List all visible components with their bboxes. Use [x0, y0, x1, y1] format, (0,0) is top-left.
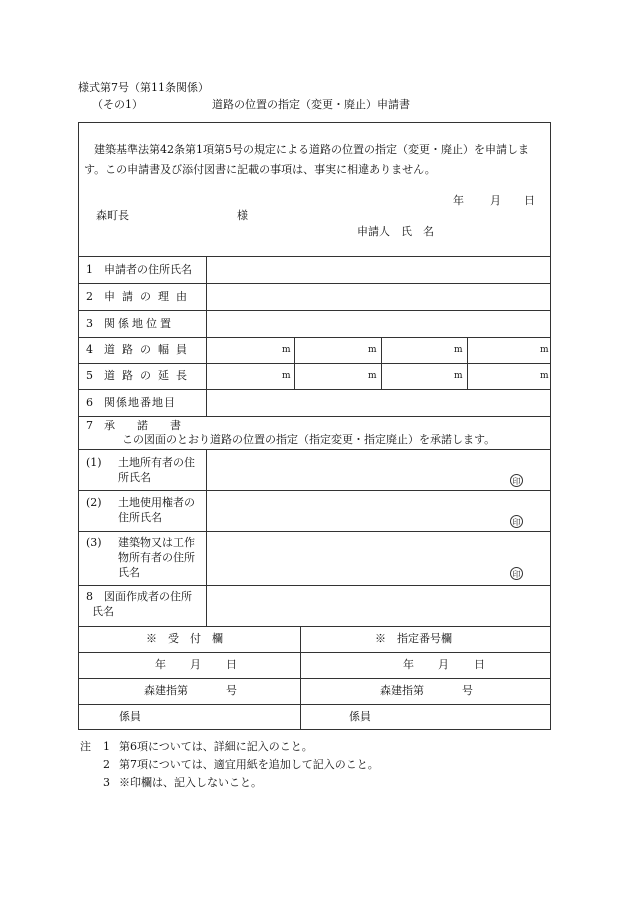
row-2-number: 2 [86, 290, 93, 303]
row-6-number: 6 [86, 396, 93, 409]
length-unit-2: m [368, 371, 377, 381]
consent-title: 承 諾 書 [104, 419, 181, 432]
addressee: 森町長 [96, 209, 129, 222]
reception-ref-suffix: 号 [226, 684, 237, 697]
consent-item-3-label-line2: 物所有者の住所 [118, 551, 195, 564]
note-3-number: 3 [103, 776, 110, 789]
consent-item-1-label-line2: 所氏名 [118, 471, 151, 484]
consent-item-1-number: (1) [86, 456, 102, 469]
reception-staff-label: 係員 [119, 710, 141, 723]
length-unit-1: m [282, 371, 291, 381]
form-number: 様式第7号（第11条関係） [78, 81, 209, 94]
note-2-number: 2 [103, 758, 110, 771]
designation-staff-label: 係員 [349, 710, 371, 723]
document-title: 道路の位置の指定（変更・廃止）申請書 [212, 98, 410, 111]
date-year-label: 年 [453, 194, 464, 207]
width-unit-1: m [282, 345, 291, 355]
addressee-honorific: 様 [237, 209, 248, 222]
consent-item-2-number: (2) [86, 496, 102, 509]
consent-item-2-label-line2: 住所氏名 [118, 511, 162, 524]
designation-month: 月 [438, 658, 449, 671]
note-1: 第6項については、詳細に記入のこと。 [119, 740, 313, 753]
related-location-label: 関係地位置 [104, 317, 174, 330]
intro-line-1: 建築基準法第42条第1項第5号の規定による道路の位置の指定（変更・廃止）を申請しま [94, 143, 529, 156]
intro-line-2: す。この申請書及び添付図書に記載の事項は、事実に相違ありません。 [84, 163, 436, 176]
seal-mark-3: 印 [510, 567, 523, 580]
width-unit-4: m [540, 345, 549, 355]
related-lot-label: 関係地番地目 [104, 396, 176, 409]
drawing-creator-label-line1: 8 図面作成者の住所 [86, 590, 192, 603]
designation-ref-prefix: 森建指第 [380, 684, 424, 697]
width-unit-3: m [454, 345, 463, 355]
consent-text: この図面のとおり道路の位置の指定（指定変更・指定廃止）を承諾します。 [122, 433, 496, 446]
consent-item-3-label-line3: 氏名 [118, 566, 140, 579]
designation-ref-suffix: 号 [462, 684, 473, 697]
consent-item-3-label-line1: 建築物又は工作 [118, 536, 195, 549]
road-width-label: 道路の幅員 [104, 343, 194, 356]
width-unit-2: m [368, 345, 377, 355]
length-unit-3: m [454, 371, 463, 381]
drawing-creator-label-line2: 氏名 [92, 605, 114, 618]
seal-mark-2: 印 [510, 515, 523, 528]
form-sub-number: （その1） [92, 98, 143, 111]
row-3-number: 3 [86, 317, 93, 330]
row-4-number: 4 [86, 343, 93, 356]
consent-item-1-label-line1: 土地所有者の住 [118, 456, 195, 469]
consent-item-3-number: (3) [86, 536, 102, 549]
applicant-address-label: 1 申請者の住所氏名 [86, 263, 192, 276]
date-day-label: 日 [524, 194, 535, 207]
row-5-number: 5 [86, 369, 93, 382]
notes-label: 注 [80, 740, 91, 753]
reception-day: 日 [226, 658, 237, 671]
note-3: ※印欄は、記入しないこと。 [119, 776, 262, 789]
consent-item-2-label-line1: 土地使用権者の [118, 496, 195, 509]
date-month-label: 月 [490, 194, 501, 207]
designation-number-column-header: ※ 指定番号欄 [375, 632, 452, 645]
reception-column-header: ※ 受 付 欄 [146, 632, 223, 645]
row-7-number: 7 [86, 419, 93, 432]
seal-mark-1: 印 [510, 474, 523, 487]
road-length-label: 道路の延長 [104, 369, 194, 382]
reception-month: 月 [190, 658, 201, 671]
note-1-number: 1 [103, 740, 110, 753]
note-2: 第7項については、適宜用紙を追加して記入のこと。 [119, 758, 379, 771]
designation-year: 年 [403, 658, 414, 671]
application-reason-label: 申請の理由 [104, 290, 194, 303]
reception-ref-prefix: 森建指第 [144, 684, 188, 697]
reception-year: 年 [155, 658, 166, 671]
applicant-name-label: 申請人 氏 名 [357, 225, 434, 238]
length-unit-4: m [540, 371, 549, 381]
designation-day: 日 [474, 658, 485, 671]
